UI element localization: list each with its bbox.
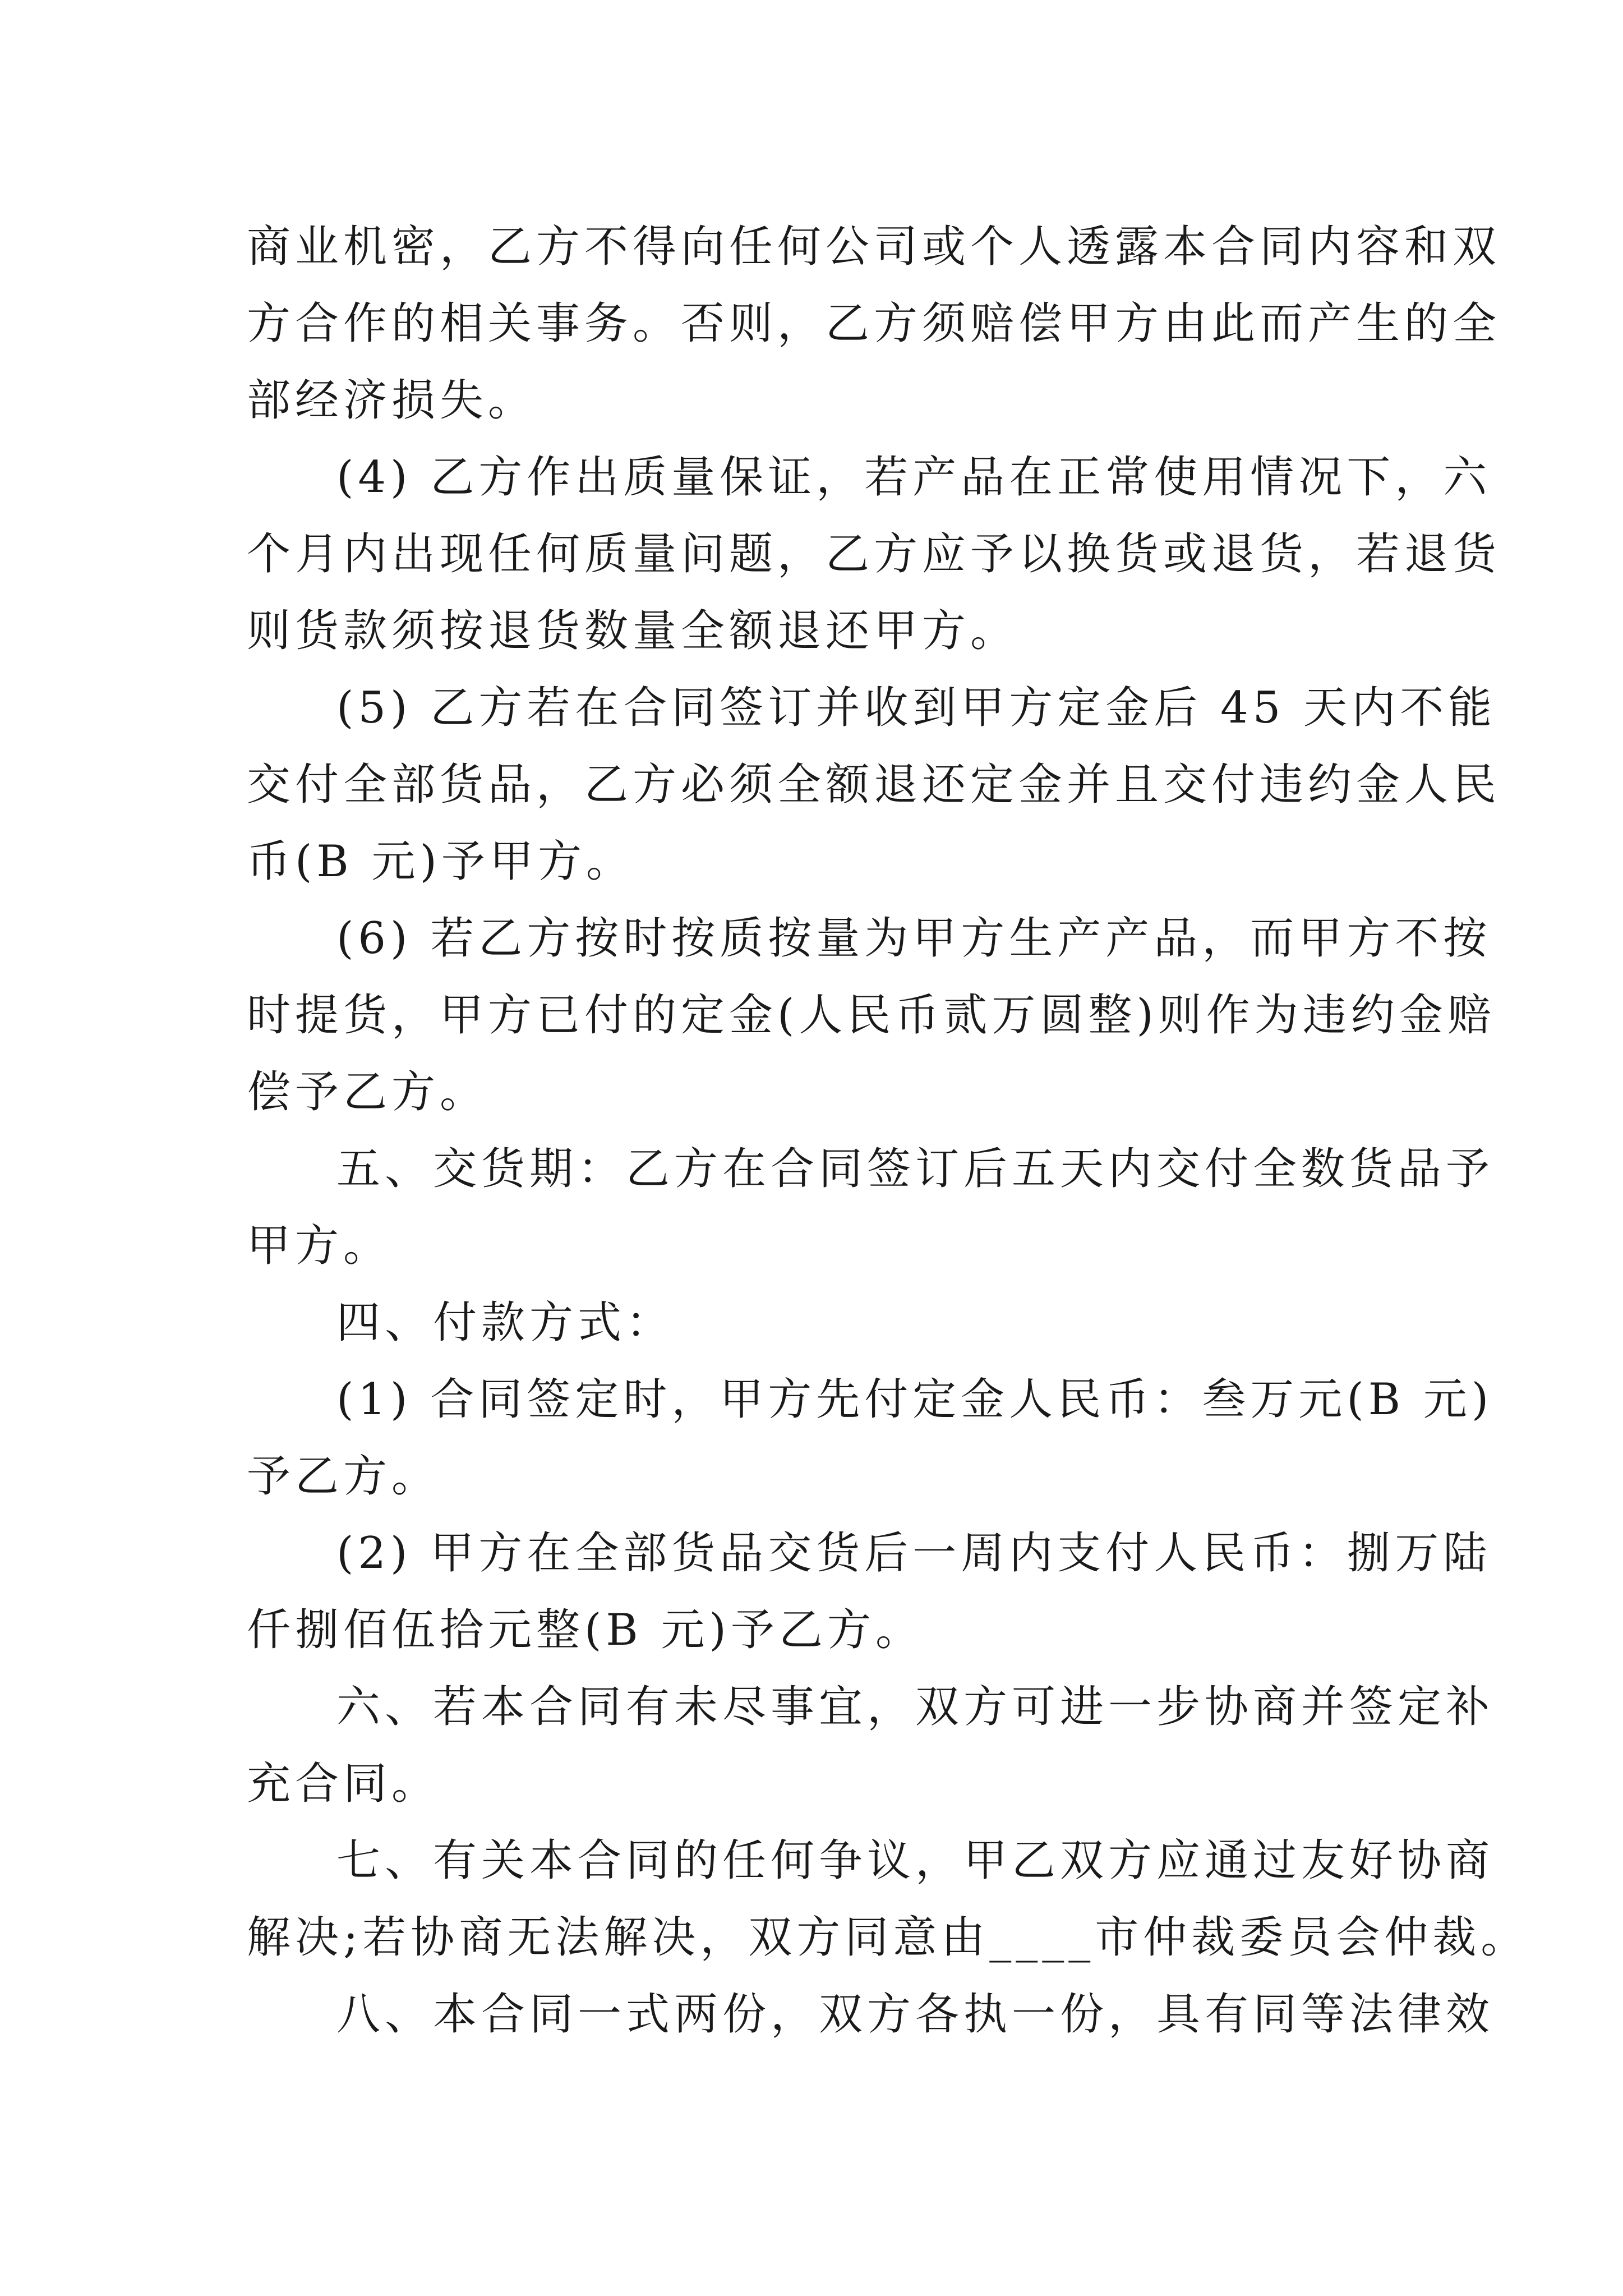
text-line: 商业机密，乙方不得向任何公司或个人透露本合同内容和双 — [247, 222, 1501, 272]
text-line: 六、若本合同有未尽事宜，双方可进一步协商并签定补 — [336, 1682, 1495, 1732]
text-line: 甲方。 — [247, 1221, 392, 1271]
text-line: 时提货，甲方已付的定金(人民币贰万圆整)则作为违约金赔 — [247, 990, 1496, 1041]
text-line: 七、有关本合同的任何争议，甲乙双方应通过友好协商 — [336, 1835, 1495, 1886]
text-line: 充合同。 — [247, 1759, 440, 1809]
text-line: 方合作的相关事务。否则，乙方须赔偿甲方由此而产生的全 — [247, 298, 1501, 349]
text-line: 币(B 元)予甲方。 — [247, 836, 634, 887]
text-line: (5) 乙方若在合同签订并收到甲方定金后 45 天内不能 — [336, 683, 1497, 733]
text-line: 四、付款方式： — [336, 1297, 675, 1348]
text-line: 八、本合同一式两份，双方各执一份，具有同等法律效 — [336, 1989, 1495, 2040]
text-line: (2) 甲方在全部货品交货后一周内支付人民币：捌万陆 — [336, 1528, 1492, 1579]
text-line: 部经济损失。 — [247, 375, 537, 426]
text-line: (1) 合同签定时，甲方先付定金人民币：叁万元(B 元) — [336, 1374, 1493, 1425]
text-line: 交付全部货品，乙方必须全额退还定金并且交付违约金人民 — [247, 760, 1501, 810]
text-line: 解决;若协商无法解决，双方同意由____市仲裁委员会仲裁。 — [247, 1912, 1529, 1963]
text-line: (6) 若乙方按时按质按量为甲方生产产品，而甲方不按 — [336, 913, 1492, 964]
text-line: 则货款须按退货数量全额退还甲方。 — [247, 606, 1019, 656]
text-line: 五、交货期：乙方在合同签订后五天内交付全数货品予 — [336, 1144, 1495, 1194]
text-line: 个月内出现任何质量问题，乙方应予以换货或退货，若退货 — [247, 529, 1501, 579]
text-line: (4) 乙方作出质量保证，若产品在正常使用情况下，六 — [336, 452, 1492, 503]
text-line: 予乙方。 — [247, 1451, 440, 1502]
text-line: 偿予乙方。 — [247, 1067, 488, 1117]
text-line: 仟捌佰伍拾元整(B 元)予乙方。 — [247, 1605, 924, 1655]
